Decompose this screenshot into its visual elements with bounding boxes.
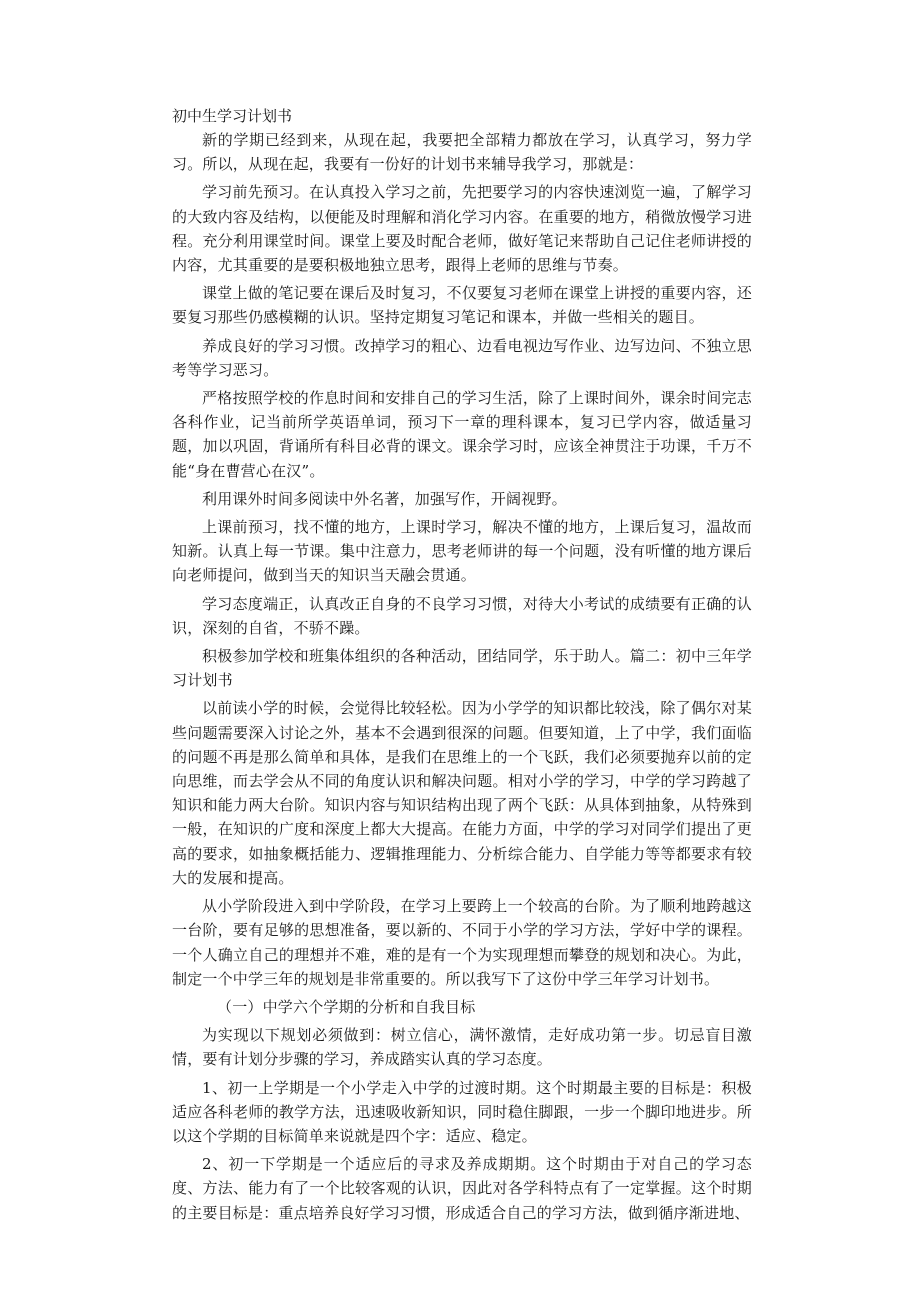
paragraph: 从小学阶段进入到中学阶段，在学习上要跨上一个较高的台阶。为了顺利地跨越这一台阶，要有足够的思想准备，要以新的、不同于小学的学习方法，学好中学的课程。一个人确立自己的理想并不难，难的是有一个为实现理想而攀登的规划和决心。为此，制定一个中学三年的规划是非常重要的。所以我写下了这份中学三年学习计划书。 xyxy=(172,897,752,988)
document-page xyxy=(172,104,752,1229)
paragraph: 上课前预习，找不懂的地方，上课时学习，解决不懂的地方，上课后复习，温故而知新。认真上每一节课。集中注意力，思考老师讲的每一个问题，没有听懂的地方课后向老师提问，做到当天的知识当天融会贯通。 xyxy=(172,518,752,585)
paragraph: 严格按照学校的作息时间和安排自己的学习生活，除了上课时间外，课余时间完志各科作业，记当前所学英语单词，预习下一章的理科课本，复习已学内容，做适量习题，加以巩固，背诵所有科目必背的课文。课余学习时，应该全神贯注于功课，千万不能“身在曹营心在汉”。 xyxy=(172,389,752,480)
paragraph: 利用课外时间多阅读中外名著，加强写作，开阔视野。 xyxy=(202,489,567,508)
paragraph: 2、初一下学期是一个适应后的寻求及养成期期。这个时期由于对自己的学习态度、方法、能力有了一个比较客观的认识，因此对各学科特点有了一定掌握。这个时期的主要目标是：重点培养良好学习习惯，形成适合自己的学习方法，做到循序渐进地、 xyxy=(172,1155,752,1222)
paragraph: 学习态度端正，认真改正自身的不良学习习惯，对待大小考试的成绩要有正确的认识，深刻的自省，不骄不躁。 xyxy=(172,594,752,637)
paragraph: 1、初一上学期是一个小学走入中学的过渡时期。这个时期最主要的目标是：积极适应各科老师的教学方法，迅速吸收新知识，同时稳住脚跟，一步一个脚印地进步。所以这个学期的目标简单来说就是四个字：适应、稳定。 xyxy=(172,1078,752,1145)
section-heading: （一）中学六个学期的分析和自我目标 xyxy=(217,997,476,1016)
paragraph: 新的学期已经到来，从现在起，我要把全部精力都放在学习，认真学习，努力学习。所以，从现在起，我要有一份好的计划书来辅导我学习，那就是： xyxy=(172,131,752,174)
paragraph: 积极参加学校和班集体组织的各种活动，团结同学，乐于助人。篇二：初中三年学习计划书 xyxy=(172,647,752,690)
paragraph: 以前读小学的时候，会觉得比较轻松。因为小学学的知识都比较浅，除了偶尔对某些问题需要深入讨论之外，基本不会遇到很深的问题。但要知道，上了中学，我们面临的问题不再是那么简单和具体，是我们在思维上的一个飞跃，我们必须要抛弃以前的定向思维，而去学会从不同的角度认识和解决问题。相对小学的学习，中学的学习跨越了知识和能力两大台阶。知识内容与知识结构出现了两个飞跃：从具体到抽象，从特殊到一般，在知识的广度和深度上都大大提高。在能力方面，中学的学习对同学们提出了更高的要求，如抽象概括能力、逻辑推理能力、分析综合能力、自学能力等等都要求有较大的发展和提高。 xyxy=(172,699,752,887)
paragraph: 养成良好的学习习惯。改掉学习的粗心、边看电视边写作业、边写边问、不独立思考等学习恶习。 xyxy=(172,336,752,379)
document-title: 初中生学习计划书 xyxy=(172,107,293,125)
paragraph: 学习前先预习。在认真投入学习之前，先把要学习的内容快速浏览一遍，了解学习的大致内容及结构，以便能及时理解和消化学习内容。在重要的地方，稍微放慢学习进程。充分利用课堂时间。课堂上要及时配合老师，做好笔记来帮助自己记住老师讲授的内容，尤其重要的是要积极地独立思考，跟得上老师的思维与节奏。 xyxy=(172,183,752,275)
paragraph: 课堂上做的笔记要在课后及时复习，不仅要复习老师在课堂上讲授的重要内容，还要复习那些仍感模糊的认识。坚持定期复习笔记和课本，并做一些相关的题目。 xyxy=(172,284,752,327)
paragraph: 为实现以下规划必须做到：树立信心，满怀激情，走好成功第一步。切忌盲目激情，要有计划分步骤的学习，养成踏实认真的学习态度。 xyxy=(172,1026,752,1069)
